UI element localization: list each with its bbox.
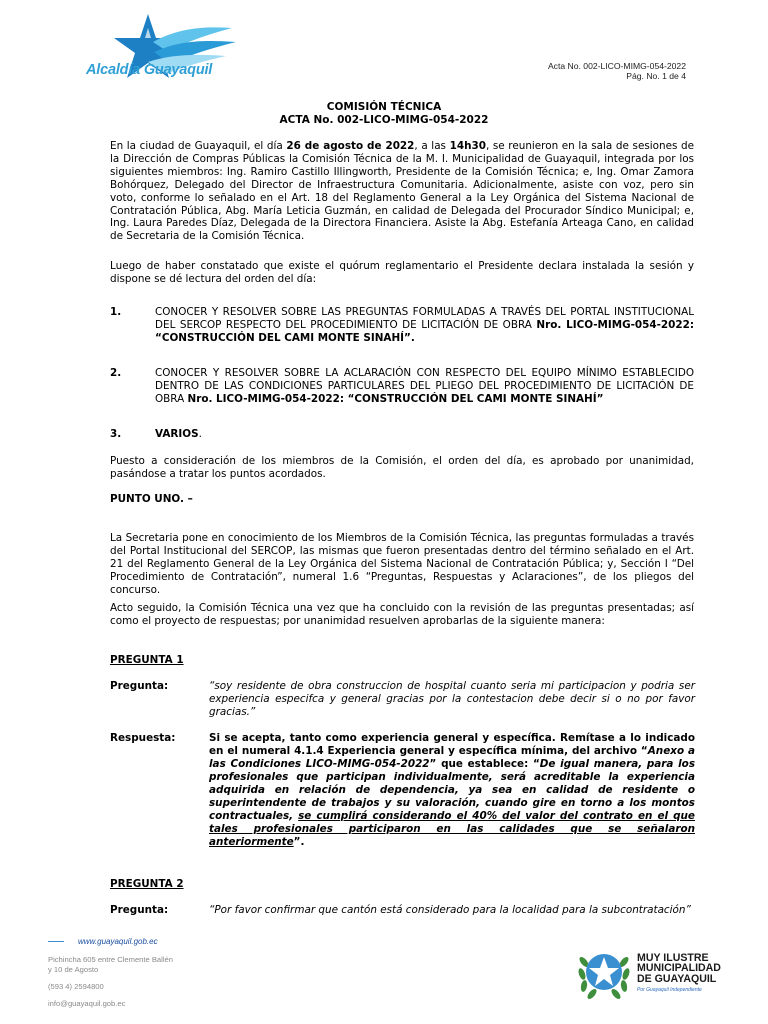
agenda-item: CONOCER Y RESOLVER SOBRE LA ACLARACIÓN CON RESPECTO DEL EQUIPO MÍNIMO ESTABLECIDO DENTRO DE LAS CONDICIONES PARTICULARES DEL PLIEGO DEL PROCEDIMIENTO DE LICITACIÓN DE OBRA Nro. LICO-MIMG-054-2022: “CONSTRUCCIÓN DEL CAMI MONTE SINAHÍ” (155, 367, 694, 405)
page-number: Pág. No. 1 de 4 (626, 71, 686, 81)
pregunta-1-text: “soy residente de obra construccion de hospital cuanto seria mi participacion y podria ser experiencia especifca y general gracias por la contestacion debe decir si o no por favor gracias.” (209, 680, 695, 718)
pregunta-label: Pregunta: (110, 904, 169, 916)
agenda-number: 2. (110, 367, 122, 379)
footer-website-link[interactable]: www.guayaquil.gob.ec (78, 937, 158, 946)
footer-phone: (593 4) 2594800 (48, 982, 104, 991)
municipality-motto: Por Guayaquil Independiente (637, 987, 702, 993)
pregunta-2-text: “Por favor confirmar que cantón está considerado para la localidad para la subcontratación” (209, 904, 691, 916)
acta-reference: Acta No. 002-LICO-MIMG-054-2022 (547, 61, 686, 71)
footer-address: y 10 de Agosto (48, 965, 99, 974)
agenda-number: 3. (110, 428, 122, 440)
quorum-paragraph: Luego de haber constatado que existe el quórum reglamentario el Presidente declara instalada la sesión y dispone se dé lectura del orden del día: (110, 260, 694, 285)
alcaldia-logo-text: Alcaldía Guayaquil (86, 62, 213, 78)
intro-paragraph: En la ciudad de Guayaquil, el día 26 de agosto de 2022, a las 14h30, se reunieron en la sala de sesiones de la Dirección de Compras Públicas la Comisión Técnica de la M. I. Municipalidad de Guayaquil, integrada por los siguientes miembros: Ing. Ramiro Castillo Illingworth, Presidente de la Comisión Técnica; e, Ing. Omar Zamora Bohórquez, Delegado del Director de Infraestructura Comunitaria. Adicionalmente, asiste con voz, pero sin voto, conforme lo señalado en el Art. 18 del Reglamento General a la Ley Orgánica del Sistema Nacional de Contratación Pública, Abg. María Leticia Guzmán, en calidad de Delegada del Procurador Síndico Municipal; e, Ing. Laura Paredes Díaz, Delegada de la Directora Financiera. Asiste la Abg. Estefanía Arteaga Cano, en calidad de Secretaria de la Comisión Técnica. (110, 140, 694, 243)
acto-paragraph: Acto seguido, la Comisión Técnica una vez que ha concluido con la revisión de las preguntas presentadas; así como el proyecto de respuestas; por unanimidad resuelven aprobarlas de la siguiente manera: (110, 602, 694, 627)
municipality-seal-icon (576, 944, 632, 1000)
agenda-item: CONOCER Y RESOLVER SOBRE LAS PREGUNTAS FORMULADAS A TRAVÉS DEL PORTAL INSTITUCIONAL DEL SERCOP RESPECTO DEL PROCEDIMIENTO DE LICITACIÓN DE OBRA Nro. LICO-MIMG-054-2022: “CONSTRUCCIÓN DEL CAMI MONTE SINAHÍ”. (155, 306, 694, 344)
meeting-date: 26 de agosto de 2022 (286, 140, 415, 152)
document-subtitle: ACTA No. 002-LICO-MIMG-054-2022 (279, 114, 489, 126)
document-title: COMISIÓN TÉCNICA (326, 101, 442, 113)
agenda-number: 1. (110, 306, 122, 318)
respuesta-1-text: Si se acepta, tanto como experiencia general y específica. Remítase a lo indicado en el numeral 4.1.4 Experiencia general y específica mínima, del archivo “Anexo a las Condiciones LICO-MIMG-054-2022” que establece: “De igual manera, para los profesionales que participan individualmente, será acreditable la experiencia adquirida en relación de dependencia, ya sea en calidad de residente o superintendente de trabajos y su valoración, cuando gire en torno a los montos contractuales, se cumplirá considerando el 40% del valor del contrato en el que tales profesionales participaron en las calidades que se señalaron anteriormente”. (209, 732, 696, 848)
municipality-name: MUY ILUSTRE MUNICIPALIDAD DE GUAYAQUIL (637, 952, 721, 985)
footer-email[interactable]: info@guayaquil.gob.ec (48, 999, 126, 1008)
agenda-item: VARIOS. (155, 428, 202, 440)
pregunta-2-heading: PREGUNTA 2 (110, 878, 184, 890)
punto-uno-heading: PUNTO UNO. – (110, 493, 193, 505)
secretaria-paragraph: La Secretaria pone en conocimiento de los Miembros de la Comisión Técnica, las preguntas formuladas a través del Portal Institucional del SERCOP, las mismas que fueron presentadas dentro del término señalado en el Art. 21 del Reglamento General de la Ley Orgánica del Sistema Nacional de Contratación Pública; y, Sección I “Del Procedimiento de Contratación”, numeral 1.6 “Preguntas, Respuestas y Aclaraciones”, de los pliegos del concurso. (110, 532, 694, 596)
footer-divider (48, 941, 64, 942)
meeting-time: 14h30 (449, 140, 486, 152)
pregunta-label: Pregunta: (110, 680, 169, 692)
approval-paragraph: Puesto a consideración de los miembros de la Comisión, el orden del día, es aprobado por unanimidad, pasándose a tratar los puntos acordados. (110, 455, 694, 480)
respuesta-label: Respuesta: (110, 732, 176, 744)
pregunta-1-heading: PREGUNTA 1 (110, 654, 184, 666)
footer-address: Pichincha 605 entre Clemente Ballén (48, 955, 173, 964)
